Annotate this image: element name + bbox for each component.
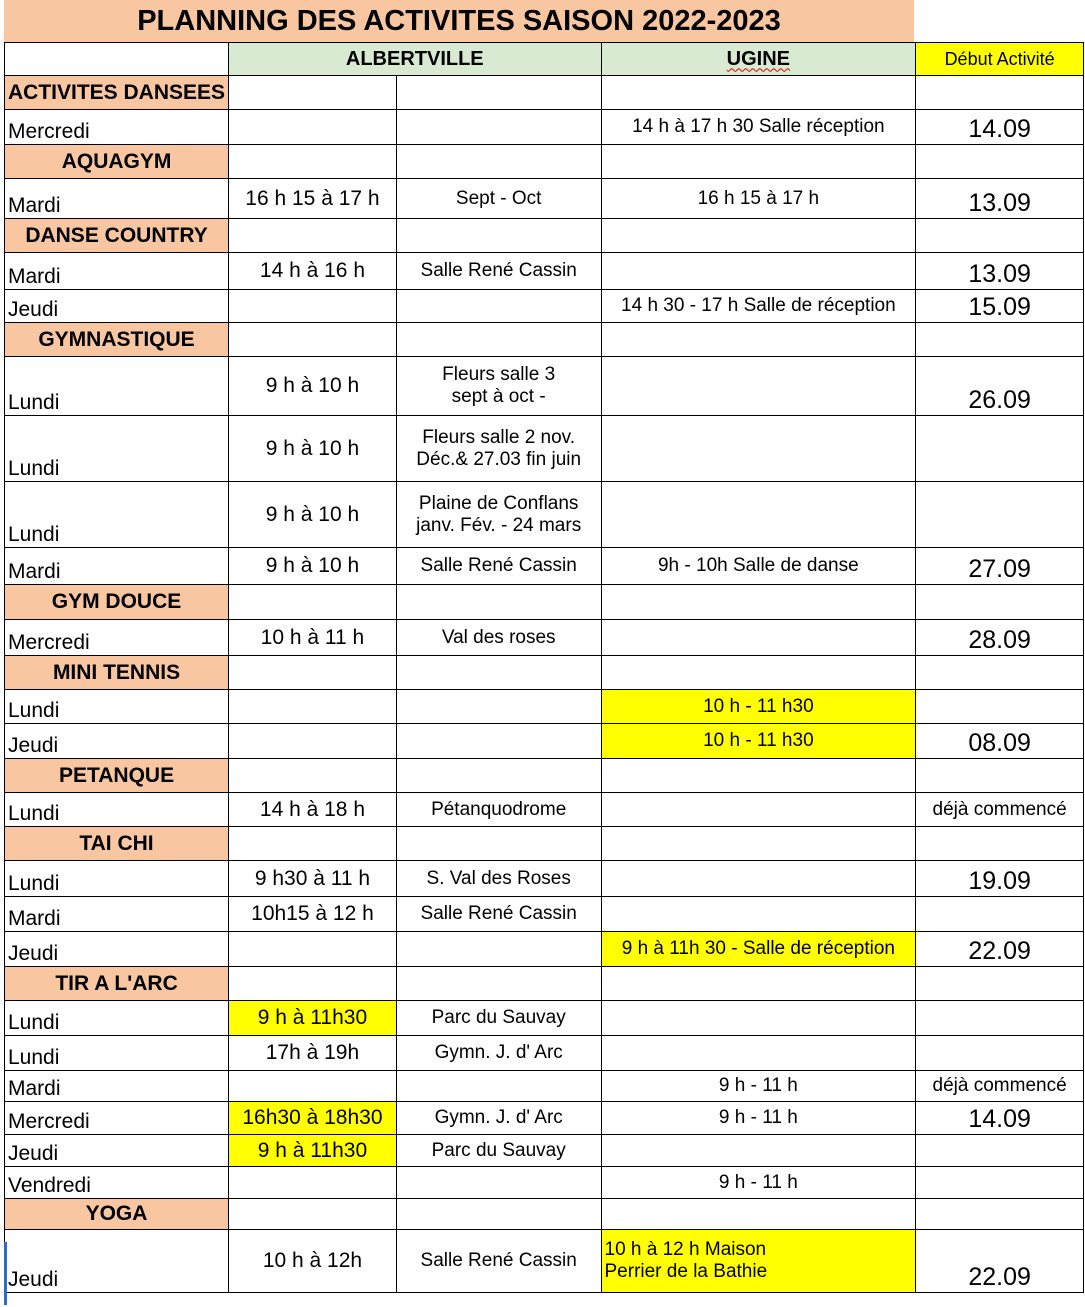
schedule-table [4,42,1084,1293]
empty-cell [601,323,916,357]
albertville-place-cell [396,290,601,323]
albertville-place-cell: Fleurs salle 3 sept à oct - [396,357,601,416]
empty-cell [601,1199,916,1230]
day-cell: Lundi [5,1036,229,1071]
section-label: GYM DOUCE [5,585,229,620]
empty-cell [229,759,397,793]
albertville-time-cell: 9 h à 10 h [229,357,397,416]
albertville-place-cell: Fleurs salle 2 nov. Déc.& 27.03 fin juin [396,416,601,482]
activity-row [5,690,1084,724]
activity-row [5,548,1084,585]
empty-cell [396,323,601,357]
albertville-time-cell: 9 h à 10 h [229,416,397,482]
albertville-time-cell [229,690,397,724]
empty-cell [916,219,1084,253]
albertville-time-cell: 9 h à 11h30 [229,1135,397,1167]
empty-cell [396,585,601,620]
albertville-place-cell: S. Val des Roses [396,861,601,897]
day-cell: Mercredi [5,1102,229,1135]
ugine-cell: 14 h 30 - 17 h Salle de réception [601,290,916,323]
debut-cell [916,1167,1084,1199]
debut-cell: 14.09 [916,110,1084,145]
section-row [5,219,1084,253]
albertville-place-cell: Pétanquodrome [396,793,601,827]
debut-cell: 28.09 [916,620,1084,656]
spreadsheet [4,0,1084,1305]
header-ugine [601,43,916,76]
activity-row [5,357,1084,416]
debut-cell [916,1135,1084,1167]
day-cell: Jeudi [5,1230,229,1293]
page-title: PLANNING DES ACTIVITES SAISON 2022-2023 [4,0,914,42]
section-label: DANSE COUNTRY [5,219,229,253]
ugine-cell: 10 h - 11 h30 [601,724,916,759]
debut-cell [916,416,1084,482]
empty-cell [229,827,397,861]
albertville-time-cell [229,290,397,323]
activity-row [5,1135,1084,1167]
activity-row [5,1071,1084,1102]
albertville-place-cell: Salle René Cassin [396,253,601,290]
albertville-time-cell: 10 h à 11 h [229,620,397,656]
albertville-time-cell: 16 h 15 à 17 h [229,179,397,219]
empty-cell [396,759,601,793]
section-row [5,967,1084,1001]
activity-row [5,179,1084,219]
section-label: GYMNASTIQUE [5,323,229,357]
debut-cell: 13.09 [916,253,1084,290]
empty-cell [229,145,397,179]
selection-edge [4,1242,7,1305]
empty-cell [601,219,916,253]
albertville-place-cell: Gymn. J. d' Arc [396,1036,601,1071]
header-ugine-label: UGINE [726,47,791,70]
activity-row [5,620,1084,656]
day-cell: Lundi [5,416,229,482]
activity-row [5,110,1084,145]
albertville-place-cell: Salle René Cassin [396,897,601,932]
empty-cell [601,967,916,1001]
empty-cell [396,656,601,690]
section-row [5,323,1084,357]
albertville-place-cell: Sept - Oct [396,179,601,219]
activity-row [5,253,1084,290]
ugine-cell: 9 h à 11h 30 - Salle de réception [601,932,916,967]
day-cell: Mercredi [5,110,229,145]
albertville-place-cell: Parc du Sauvay [396,1135,601,1167]
day-cell: Jeudi [5,1135,229,1167]
albertville-time-cell: 14 h à 16 h [229,253,397,290]
activity-row [5,861,1084,897]
section-label: TAI CHI [5,827,229,861]
empty-cell [229,656,397,690]
header-row [5,43,1084,76]
section-label: PETANQUE [5,759,229,793]
empty-cell [601,145,916,179]
empty-cell [916,967,1084,1001]
debut-cell: 19.09 [916,861,1084,897]
activity-row [5,1167,1084,1199]
day-cell: Lundi [5,690,229,724]
section-row [5,76,1084,110]
empty-cell [916,323,1084,357]
empty-cell [396,219,601,253]
ugine-cell [601,253,916,290]
empty-cell [601,656,916,690]
albertville-time-cell: 10 h à 12h [229,1230,397,1293]
empty-cell [396,76,601,110]
debut-cell [916,482,1084,548]
day-cell: Mardi [5,897,229,932]
debut-cell [916,690,1084,724]
day-cell: Lundi [5,861,229,897]
albertville-time-cell [229,932,397,967]
section-label: AQUAGYM [5,145,229,179]
day-cell: Mardi [5,548,229,585]
day-cell: Jeudi [5,932,229,967]
day-cell: Vendredi [5,1167,229,1199]
debut-cell: déjà commencé [916,1071,1084,1102]
empty-cell [916,827,1084,861]
albertville-time-cell: 17h à 19h [229,1036,397,1071]
debut-cell: 26.09 [916,357,1084,416]
section-row [5,585,1084,620]
ugine-cell [601,793,916,827]
empty-cell [229,967,397,1001]
empty-cell [396,145,601,179]
day-cell: Lundi [5,357,229,416]
albertville-place-cell [396,1071,601,1102]
albertville-time-cell: 9 h30 à 11 h [229,861,397,897]
albertville-time-cell: 9 h à 10 h [229,482,397,548]
albertville-place-cell [396,724,601,759]
albertville-place-cell [396,110,601,145]
ugine-cell [601,897,916,932]
albertville-time-cell [229,724,397,759]
empty-cell [601,827,916,861]
ugine-cell: 10 h à 12 h Maison Perrier de la Bathie [601,1230,916,1293]
albertville-place-cell [396,1167,601,1199]
debut-cell: 08.09 [916,724,1084,759]
activity-row [5,724,1084,759]
albertville-place-cell [396,690,601,724]
empty-cell [229,76,397,110]
day-cell: Jeudi [5,724,229,759]
empty-cell [916,1199,1084,1230]
activity-grid [4,42,1084,1293]
activity-row [5,793,1084,827]
debut-cell: 13.09 [916,179,1084,219]
section-label: YOGA [5,1199,229,1230]
activity-row [5,932,1084,967]
empty-cell [396,1199,601,1230]
ugine-cell [601,1001,916,1036]
albertville-time-cell: 16h30 à 18h30 [229,1102,397,1135]
header-albertville: ALBERTVILLE [229,43,601,76]
debut-cell: 14.09 [916,1102,1084,1135]
ugine-cell [601,861,916,897]
empty-cell [916,585,1084,620]
empty-cell [396,827,601,861]
section-row [5,759,1084,793]
ugine-cell: 16 h 15 à 17 h [601,179,916,219]
albertville-time-cell [229,1167,397,1199]
albertville-time-cell: 9 h à 10 h [229,548,397,585]
empty-cell [396,967,601,1001]
activity-row [5,1001,1084,1036]
albertville-place-cell: Gymn. J. d' Arc [396,1102,601,1135]
day-cell: Mardi [5,179,229,219]
section-label: TIR A L'ARC [5,967,229,1001]
header-debut: Début Activité [916,43,1084,76]
activity-row [5,290,1084,323]
debut-cell [916,1036,1084,1071]
empty-cell [601,759,916,793]
albertville-time-cell [229,1071,397,1102]
ugine-cell: 9 h - 11 h [601,1071,916,1102]
activity-row [5,1230,1084,1293]
day-cell: Mardi [5,253,229,290]
ugine-cell [601,1036,916,1071]
empty-cell [601,585,916,620]
day-cell: Mardi [5,1071,229,1102]
albertville-time-cell: 9 h à 11h30 [229,1001,397,1036]
debut-cell: 22.09 [916,932,1084,967]
empty-cell [916,76,1084,110]
section-row [5,145,1084,179]
debut-cell: 15.09 [916,290,1084,323]
albertville-place-cell: Salle René Cassin [396,1230,601,1293]
header-empty-cell [5,43,229,76]
debut-cell [916,897,1084,932]
ugine-cell [601,620,916,656]
empty-cell [916,656,1084,690]
ugine-cell: 9 h - 11 h [601,1167,916,1199]
ugine-cell: 9 h - 11 h [601,1102,916,1135]
section-label: MINI TENNIS [5,656,229,690]
activity-row [5,416,1084,482]
albertville-time-cell: 14 h à 18 h [229,793,397,827]
empty-cell [229,585,397,620]
empty-cell [916,759,1084,793]
albertville-time-cell: 10h15 à 12 h [229,897,397,932]
section-row [5,1199,1084,1230]
empty-cell [229,219,397,253]
debut-cell: 22.09 [916,1230,1084,1293]
day-cell: Lundi [5,793,229,827]
ugine-cell: 14 h à 17 h 30 Salle réception [601,110,916,145]
day-cell: Lundi [5,482,229,548]
albertville-place-cell: Salle René Cassin [396,548,601,585]
debut-cell: déjà commencé [916,793,1084,827]
debut-cell: 27.09 [916,548,1084,585]
albertville-place-cell [396,932,601,967]
ugine-cell [601,1135,916,1167]
section-row [5,656,1084,690]
ugine-cell: 10 h - 11 h30 [601,690,916,724]
empty-cell [601,76,916,110]
empty-cell [916,145,1084,179]
ugine-cell [601,482,916,548]
activity-row [5,482,1084,548]
activity-row [5,1102,1084,1135]
ugine-cell [601,357,916,416]
albertville-place-cell: Val des roses [396,620,601,656]
empty-cell [229,1199,397,1230]
albertville-time-cell [229,110,397,145]
section-row [5,827,1084,861]
activity-row [5,897,1084,932]
day-cell: Lundi [5,1001,229,1036]
ugine-cell [601,416,916,482]
albertville-place-cell: Parc du Sauvay [396,1001,601,1036]
albertville-place-cell: Plaine de Conflans janv. Fév. - 24 mars [396,482,601,548]
day-cell: Jeudi [5,290,229,323]
activity-row [5,1036,1084,1071]
section-label: ACTIVITES DANSEES [5,76,229,110]
day-cell: Mercredi [5,620,229,656]
ugine-cell: 9h - 10h Salle de danse [601,548,916,585]
debut-cell [916,1001,1084,1036]
empty-cell [229,323,397,357]
